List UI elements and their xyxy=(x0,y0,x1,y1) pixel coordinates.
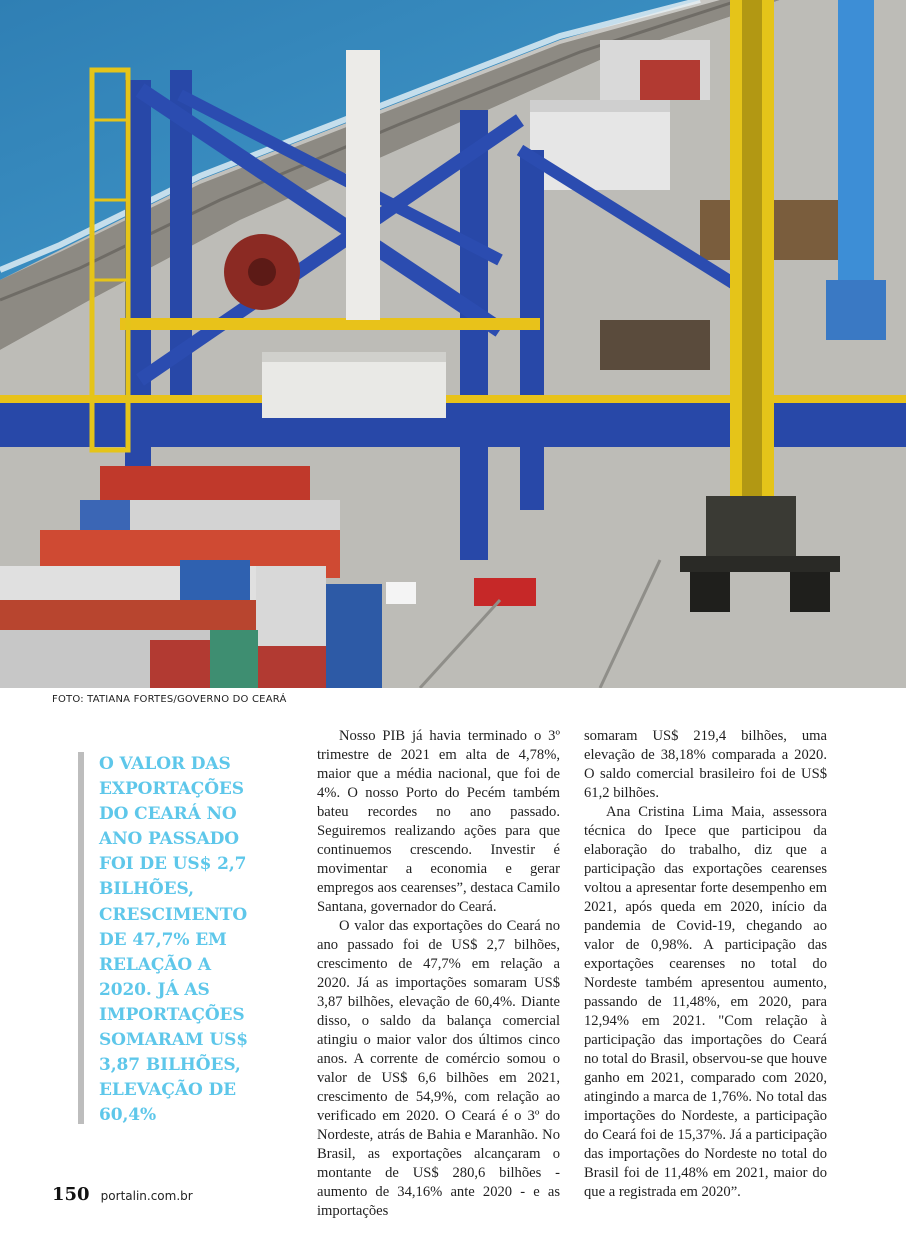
article-paragraph: Ana Cristina Lima Maia, assessora técnica do Ipece que participou da elaboração do trabalho, diz que a participação das exportações cearenses voltou a apresentar forte desempenho em 2021, após queda em 2020, início da pandemia de Covid-19, chegando ao valor de 0,98%. A participação das exportações cearenses no total do Nordeste também apresentou aumento, passando de 11,48%, em 2020, para 12,94% em 2021. "Com relação à participação das importações do Ceará no total do Brasil, observou-se que houve ganho em 2021, comparado com 2020, atingindo a marca de 1,76%. No total das importações do Nordeste, a participação do Ceará foi de 15,37%. Já a participação das importações do Nordeste no total do Brasil foi de 11,48% em 2021, maior do que a registrada em 2020”. xyxy=(584,804,827,1200)
site-url: portalin.com.br xyxy=(100,1189,193,1203)
article-paragraph: somaram US$ 219,4 bilhões, uma elevação de 38,18% comparada a 2020. O saldo comercial brasileiro foi de US$ 61,2 bilhões. xyxy=(584,728,827,801)
article-paragraph: Nosso PIB já havia terminado o 3º trimestre de 2021 em alta de 4,78%, maior que a média nacional, que foi de 4%. O nosso Porto do Pecém também bateu recordes no ano passado. Seguiremos realizando ações para que continuemos crescendo. Investir é movimentar a economia e gerar empregos aos cearenses”, destaca Camilo Santana, governador do Ceará. xyxy=(317,728,560,915)
photo-credit: FOTO: TATIANA FORTES/GOVERNO DO CEARÁ xyxy=(52,694,287,705)
pull-quote xyxy=(78,752,248,1124)
page-footer xyxy=(52,1184,193,1205)
pull-quote-text: O VALOR DAS EXPORTAÇÕES DO CEARÁ NO ANO PASSADO FOI DE US$ 2,7 BILHÕES, CRESCIMENTO DE 47,7% EM RELAÇÃO A 2020. JÁ AS IMPORTAÇÕES SOMARAM US$ 3,87 BILHÕES, ELEVAÇÃO DE 60,4% xyxy=(99,754,248,1126)
article-column-2 xyxy=(584,727,827,1202)
article-paragraph: O valor das exportações do Ceará no ano passado foi de US$ 2,7 bilhões, crescimento de 47,7% em relação a 2020. Já as importações somaram US$ 3,87 bilhões, elevação de 60,4%. Diante disso, o saldo da balança comercial atingiu o maior valor dos últimos cinco anos. A corrente de comércio somou o valor de US$ 6,6 bilhões em 2021, crescimento de 54,9%, com relação ao verificado em 2020. O Ceará é o 3º do Nordeste, atrás de Bahia e Maranhão. No Brasil, as exportações alcançaram o montante de US$ 280,6 bilhões - aumento de 34,16% ante 2020 - e as importações xyxy=(317,918,560,1219)
article-column-1 xyxy=(317,727,560,1221)
page-number: 150 xyxy=(52,1184,90,1205)
